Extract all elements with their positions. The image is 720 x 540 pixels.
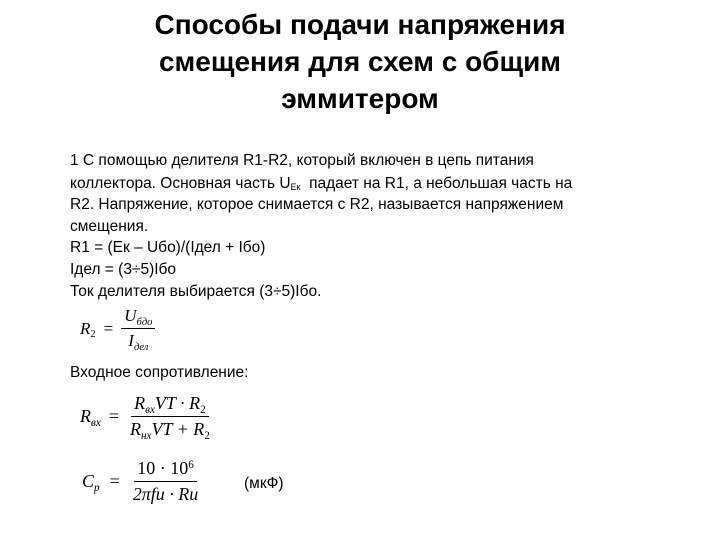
unit-label: (мкФ) xyxy=(244,475,284,492)
text-line-5: R1 = (Ек – Uбо)/(Iдел + Iбо) xyxy=(70,239,266,256)
text-line-2-post: падает на R1, а небольшая часть на xyxy=(300,175,573,192)
slide-title xyxy=(60,6,660,117)
formula-r2-fraction: $\frac{U_{бдо}}{I_{дел}}$ xyxy=(121,306,155,351)
formula-rin-lhs: $R_{вх}$ xyxy=(80,406,101,429)
formula-r2-lhs: $R_2$ xyxy=(80,318,96,341)
formula-r2 xyxy=(80,306,155,351)
title-line-3: эммитером xyxy=(281,83,439,114)
formula-cp-fraction: $\frac{10 \cdot 10^6}{\text{2πfu · Ru}}$ xyxy=(132,458,199,504)
formula-rin-fraction: $\frac{R_{вх}VT \cdot R_2}{R_{нх}VT + R_2}$ xyxy=(129,393,210,442)
text-line-6: Iдел = (3÷5)Iбо xyxy=(70,261,177,278)
formula-rin-eq: = xyxy=(108,406,119,426)
text-line-7: Ток делителя выбирается (3÷5)Iбо. xyxy=(70,283,322,300)
formula-rin xyxy=(80,393,213,440)
text-line-2 xyxy=(70,174,572,195)
text-line-3: R2. Напряжение, которое снимается с R2, называется напряжением xyxy=(70,196,564,213)
formula-cp-lhs: $C_p$ xyxy=(82,471,100,494)
formula-cp xyxy=(82,458,201,505)
formula-cp-eq: = xyxy=(109,471,120,491)
title-line-2: смещения для схем с общим xyxy=(158,46,562,77)
text-line-2-sub: Ек xyxy=(290,182,301,192)
input-resistance-label: Входное сопротивление: xyxy=(70,364,249,381)
text-line-1: 1 С помощью делителя R1-R2, который включен в цепь питания xyxy=(70,152,534,169)
formula-r2-eq: = xyxy=(103,318,114,338)
text-line-4: смещения. xyxy=(70,218,149,235)
text-line-2-pre: коллектора. Основная часть U xyxy=(70,175,291,192)
title-line-1: Способы подачи напряжения xyxy=(154,9,566,40)
